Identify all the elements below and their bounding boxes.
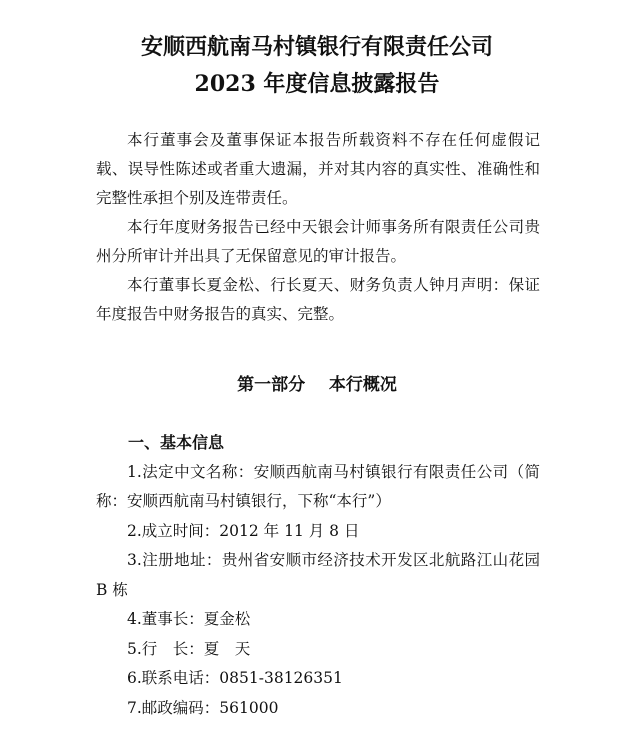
intro-paragraph-2: 本行年度财务报告已经中天银会计师事务所有限责任公司贵州分所审计并出具了无保留意见的审计报告。 (96, 218, 540, 265)
info-item-president: 5.行 长：夏 天 (127, 639, 251, 658)
info-item-legal-name: 1.法定中文名称：安顺西航南马村镇银行有限责任公司（简称：安顺西航南马村镇银行，下称“本行”） (96, 462, 540, 510)
section-title: 第一部分 本行概况 (237, 375, 397, 395)
report-title-line2: 2023 年度信息披露报告 (194, 71, 440, 97)
info-item-established: 2.成立时间：2012 年 11 月 8 日 (127, 521, 360, 540)
basic-info-heading: 一、基本信息 (128, 433, 225, 452)
info-item-postcode: 7.邮政编码：561000 (127, 698, 279, 717)
intro-paragraph-3: 本行董事长夏金松、行长夏天、财务负责人钟月声明：保证年度报告中财务报告的真实、完整。 (96, 276, 540, 323)
intro-statement (96, 126, 540, 329)
info-item-phone: 6.联系电话：0851-38126351 (127, 669, 343, 687)
info-item-address: 3.注册地址：贵州省安顺市经济技术开发区北航路江山花园 B 栋 (96, 551, 540, 599)
basic-info-section (96, 428, 540, 723)
info-item-chairman: 4.董事长：夏金松 (127, 610, 251, 628)
report-title-line1: 安顺西航南马村镇银行有限责任公司 (140, 34, 493, 60)
intro-paragraph-1: 本行董事会及董事保证本报告所载资料不存在任何虚假记载、误导性陈述或者重大遗漏，并对其内容的真实性、准确性和完整性承担个别及连带责任。 (96, 131, 540, 207)
